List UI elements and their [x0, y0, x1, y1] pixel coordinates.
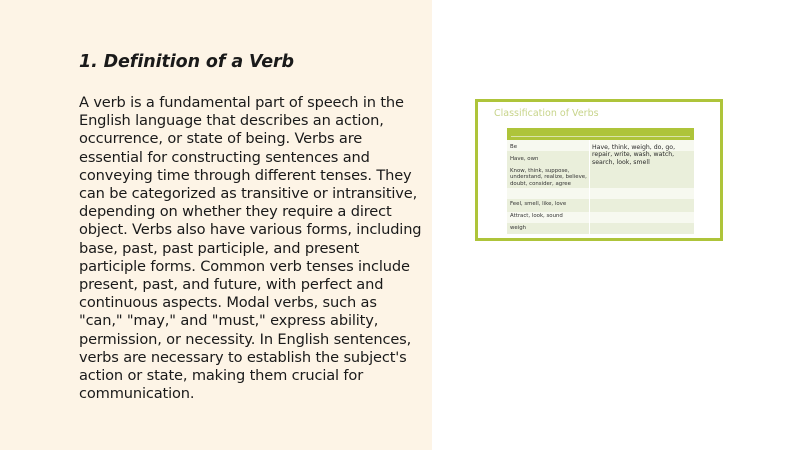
table-cell: Feel, smell, like, love — [510, 201, 567, 207]
section-heading: 1. Definition of a Verb — [79, 52, 294, 72]
table-cell: Be — [510, 144, 518, 150]
slide-thumbnail — [475, 99, 723, 241]
table-cell: Have, own — [510, 156, 539, 162]
table-header — [507, 128, 694, 140]
table-row — [507, 188, 694, 199]
table-cell: Know, think, suppose, understand, realize, believe, doubt, consider, agree — [510, 168, 587, 187]
slide-title: Classification of Verbs — [494, 108, 599, 119]
table-cell-right: Have, think, weigh, do, go, repair, write, wash, watch, search, look, smell — [592, 144, 676, 166]
verb-classification-table — [507, 128, 694, 234]
header-divider — [511, 136, 690, 137]
section-body: A verb is a fundamental part of speech in the English language that describes an action, occurrence, or state of being. Verbs are essential for constructing sentences and conveying time through different tenses. They can be categorized as transitive or intransitive, depending on whether they require a direct object. Verbs also have various forms, including base, past, past participle, and present participle forms. Common verb tenses include present, past, and future, with perfect and continuous aspects. Modal verbs, such as "can," "may," and "must," express ability, permission, or necessity. In English sentences, verbs are necessary to establish the subject's action or state, making them crucial for communication. — [79, 94, 422, 403]
table-cell: weigh — [510, 225, 527, 231]
column-divider — [589, 140, 590, 234]
table-cell: Attract, look, sound — [510, 213, 563, 219]
